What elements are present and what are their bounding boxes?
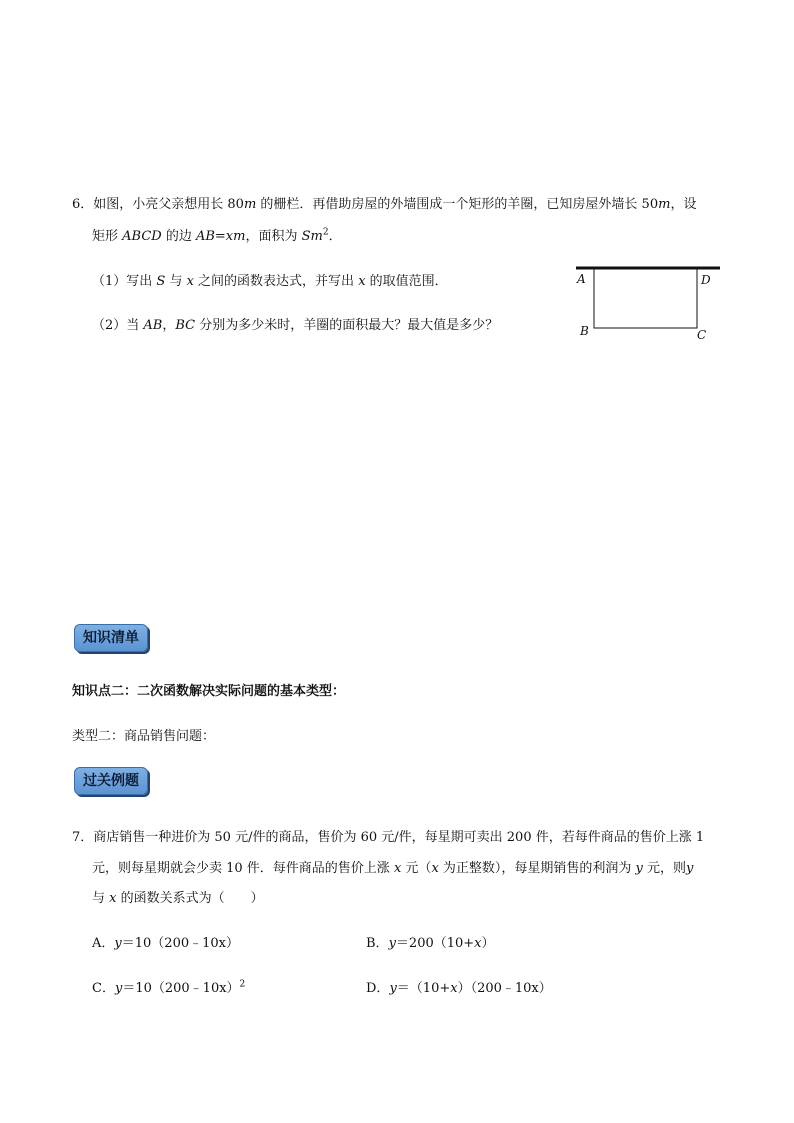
knowledge-badge: 知识清单 <box>74 624 148 652</box>
pen-rectangle <box>594 269 697 328</box>
q7-line3: 与 x 的函数关系式为（ ） <box>92 891 264 906</box>
label-D: D <box>701 273 711 287</box>
q6-sub2: （2）当 AB，BC 分别为多少米时，羊圈的面积最大？最大值是多少？ <box>92 318 499 333</box>
q7-option-a[interactable]: A．y＝10（200﹣10x） <box>92 936 239 951</box>
label-B: B <box>580 324 589 338</box>
q7-option-c[interactable]: C．y＝10（200﹣10x）$^2$ <box>92 979 246 996</box>
q7-option-d[interactable]: D．y＝（10+x）（200﹣10x） <box>366 981 552 996</box>
knowledge-point-title: 知识点二：二次函数解决实际问题的基本类型： <box>72 684 346 699</box>
label-A: A <box>577 272 586 286</box>
label-C: C <box>697 328 707 342</box>
rectangle-figure <box>570 262 730 346</box>
example-badge: 过关例题 <box>74 767 148 795</box>
q7-option-b[interactable]: B．y＝200（10+x） <box>366 936 495 951</box>
q6-sub1: （1）写出 S 与 x 之间的函数表达式，并写出 x 的取值范围． <box>92 274 448 289</box>
q6-line1: 6．如图，小亮父亲想用长 80m 的栅栏．再借助房屋的外墙围成一个矩形的羊圈，已知房屋外墙长 50m，设 <box>72 197 697 212</box>
q7-line1: 7．商店销售一种进价为 50 元/件的商品，售价为 60 元/件，每星期可卖出 200 件，若每件商品的售价上涨 1 <box>72 830 705 845</box>
q7-line2: 元，则每星期就会少卖 10 件．每件商品的售价上涨 x 元（x 为正整数），每星期销售的利润为 y 元，则y <box>92 861 694 876</box>
q6-line2: 矩形 ABCD 的边 AB=xm，面积为 Sm$^2$． <box>92 227 342 244</box>
type-line: 类型二：商品销售问题： <box>72 729 216 744</box>
